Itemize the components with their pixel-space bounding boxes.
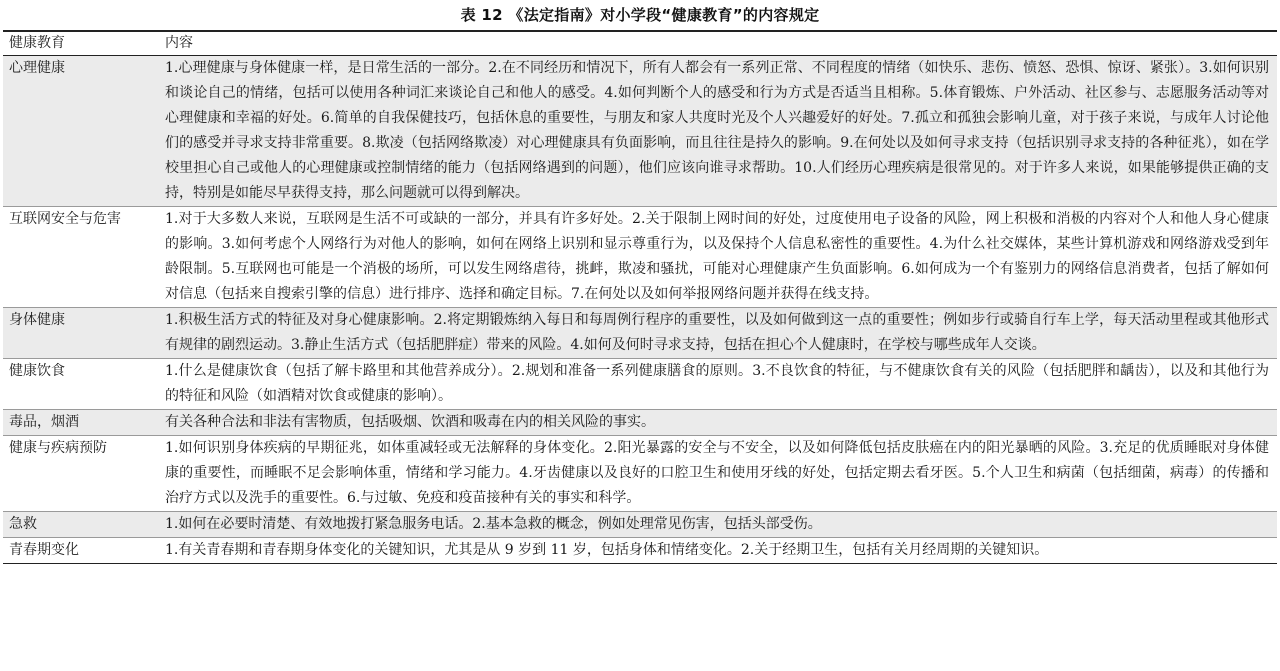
table-row xyxy=(3,359,1277,410)
row-topic: 健康与疾病预防 xyxy=(3,436,159,512)
table-row xyxy=(3,410,1277,436)
table-row xyxy=(3,308,1277,359)
health-education-table xyxy=(3,30,1277,564)
header-row xyxy=(3,31,1277,56)
table-row xyxy=(3,436,1277,512)
row-topic: 青春期变化 xyxy=(3,538,159,564)
row-content: 1.如何在必要时清楚、有效地拨打紧急服务电话。2.基本急救的概念，例如处理常见伤害，包括头部受伤。 xyxy=(159,512,1277,538)
table-row xyxy=(3,538,1277,564)
row-topic: 身体健康 xyxy=(3,308,159,359)
table-row xyxy=(3,207,1277,308)
row-topic: 健康饮食 xyxy=(3,359,159,410)
row-content: 1.有关青春期和青春期身体变化的关键知识，尤其是从 9 岁到 11 岁，包括身体和情绪变化。2.关于经期卫生，包括有关月经周期的关键知识。 xyxy=(159,538,1277,564)
header-topic: 健康教育 xyxy=(3,31,159,56)
table-row xyxy=(3,512,1277,538)
row-topic: 毒品，烟酒 xyxy=(3,410,159,436)
row-topic: 急救 xyxy=(3,512,159,538)
header-content: 内容 xyxy=(159,31,1277,56)
row-content: 1.积极生活方式的特征及对身心健康影响。2.将定期锻炼纳入每日和每周例行程序的重要性，以及如何做到这一点的重要性；例如步行或骑自行车上学，每天活动里程或其他形式有规律的剧烈运动。3.静止生活方式（包括肥胖症）带来的风险。4.如何及何时寻求支持，包括在担心个人健康时，在学校与哪些成年人交谈。 xyxy=(159,308,1277,359)
row-content: 1.如何识别身体疾病的早期征兆，如体重减轻或无法解释的身体变化。2.阳光暴露的安全与不安全，以及如何降低包括皮肤癌在内的阳光暴晒的风险。3.充足的优质睡眠对身体健康的重要性，而睡眠不足会影响体重，情绪和学习能力。4.牙齿健康以及良好的口腔卫生和使用牙线的好处，包括定期去看牙医。5.个人卫生和病菌（包括细菌，病毒）的传播和治疗方式以及洗手的重要性。6.与过敏、免疫和疫苗接种有关的事实和科学。 xyxy=(159,436,1277,512)
row-topic: 互联网安全与危害 xyxy=(3,207,159,308)
table-row xyxy=(3,56,1277,207)
table-caption: 表 12 《法定指南》对小学段“健康教育”的内容规定 xyxy=(460,6,820,24)
row-topic: 心理健康 xyxy=(3,56,159,207)
row-content: 1.对于大多数人来说，互联网是生活不可或缺的一部分，并具有许多好处。2.关于限制上网时间的好处，过度使用电子设备的风险，网上积极和消极的内容对个人和他人身心健康的影响。3.如何考虑个人网络行为对他人的影响，如何在网络上识别和显示尊重行为，以及保持个人信息私密性的重要性。4.为什么社交媒体，某些计算机游戏和网络游戏受到年龄限制。5.互联网也可能是一个消极的场所，可以发生网络虐待，挑衅，欺凌和骚扰，可能对心理健康产生负面影响。6.如何成为一个有鉴别力的网络信息消费者，包括了解如何对信息（包括来自搜索引擎的信息）进行排序、选择和确定目标。7.在何处以及如何举报网络问题并获得在线支持。 xyxy=(159,207,1277,308)
row-content: 有关各种合法和非法有害物质，包括吸烟、饮酒和吸毒在内的相关风险的事实。 xyxy=(159,410,1277,436)
row-content: 1.心理健康与身体健康一样，是日常生活的一部分。2.在不同经历和情况下，所有人都会有一系列正常、不同程度的情绪（如快乐、悲伤、愤怒、恐惧、惊讶、紧张）。3.如何识别和谈论自己的情绪，包括可以使用各种词汇来谈论自己和他人的感受。4.如何判断个人的感受和行为方式是否适当且相称。5.体育锻炼、户外活动、社区参与、志愿服务活动等对心理健康和幸福的好处。6.简单的自我保健技巧，包括休息的重要性，与朋友和家人共度时光及个人兴趣爱好的好处。7.孤立和孤独会影响儿童，对于孩子来说，与成年人讨论他们的感受并寻求支持非常重要。8.欺凌（包括网络欺凌）对心理健康具有负面影响，而且往往是持久的影响。9.在何处以及如何寻求支持（包括识别寻求支持的各种征兆），如在学校里担心自己或他人的心理健康或控制情绪的能力（包括网络遇到的问题），他们应该向谁寻求帮助。10.人们经历心理疾病是很常见的。对于许多人来说，如果能够提供正确的支持，特别是如能尽早获得支持，那么问题就可以得到解决。 xyxy=(159,56,1277,207)
row-content: 1.什么是健康饮食（包括了解卡路里和其他营养成分）。2.规划和准备一系列健康膳食的原则。3.不良饮食的特征，与不健康饮食有关的风险（包括肥胖和龋齿），以及和其他行为的特征和风险（如酒精对饮食或健康的影响）。 xyxy=(159,359,1277,410)
